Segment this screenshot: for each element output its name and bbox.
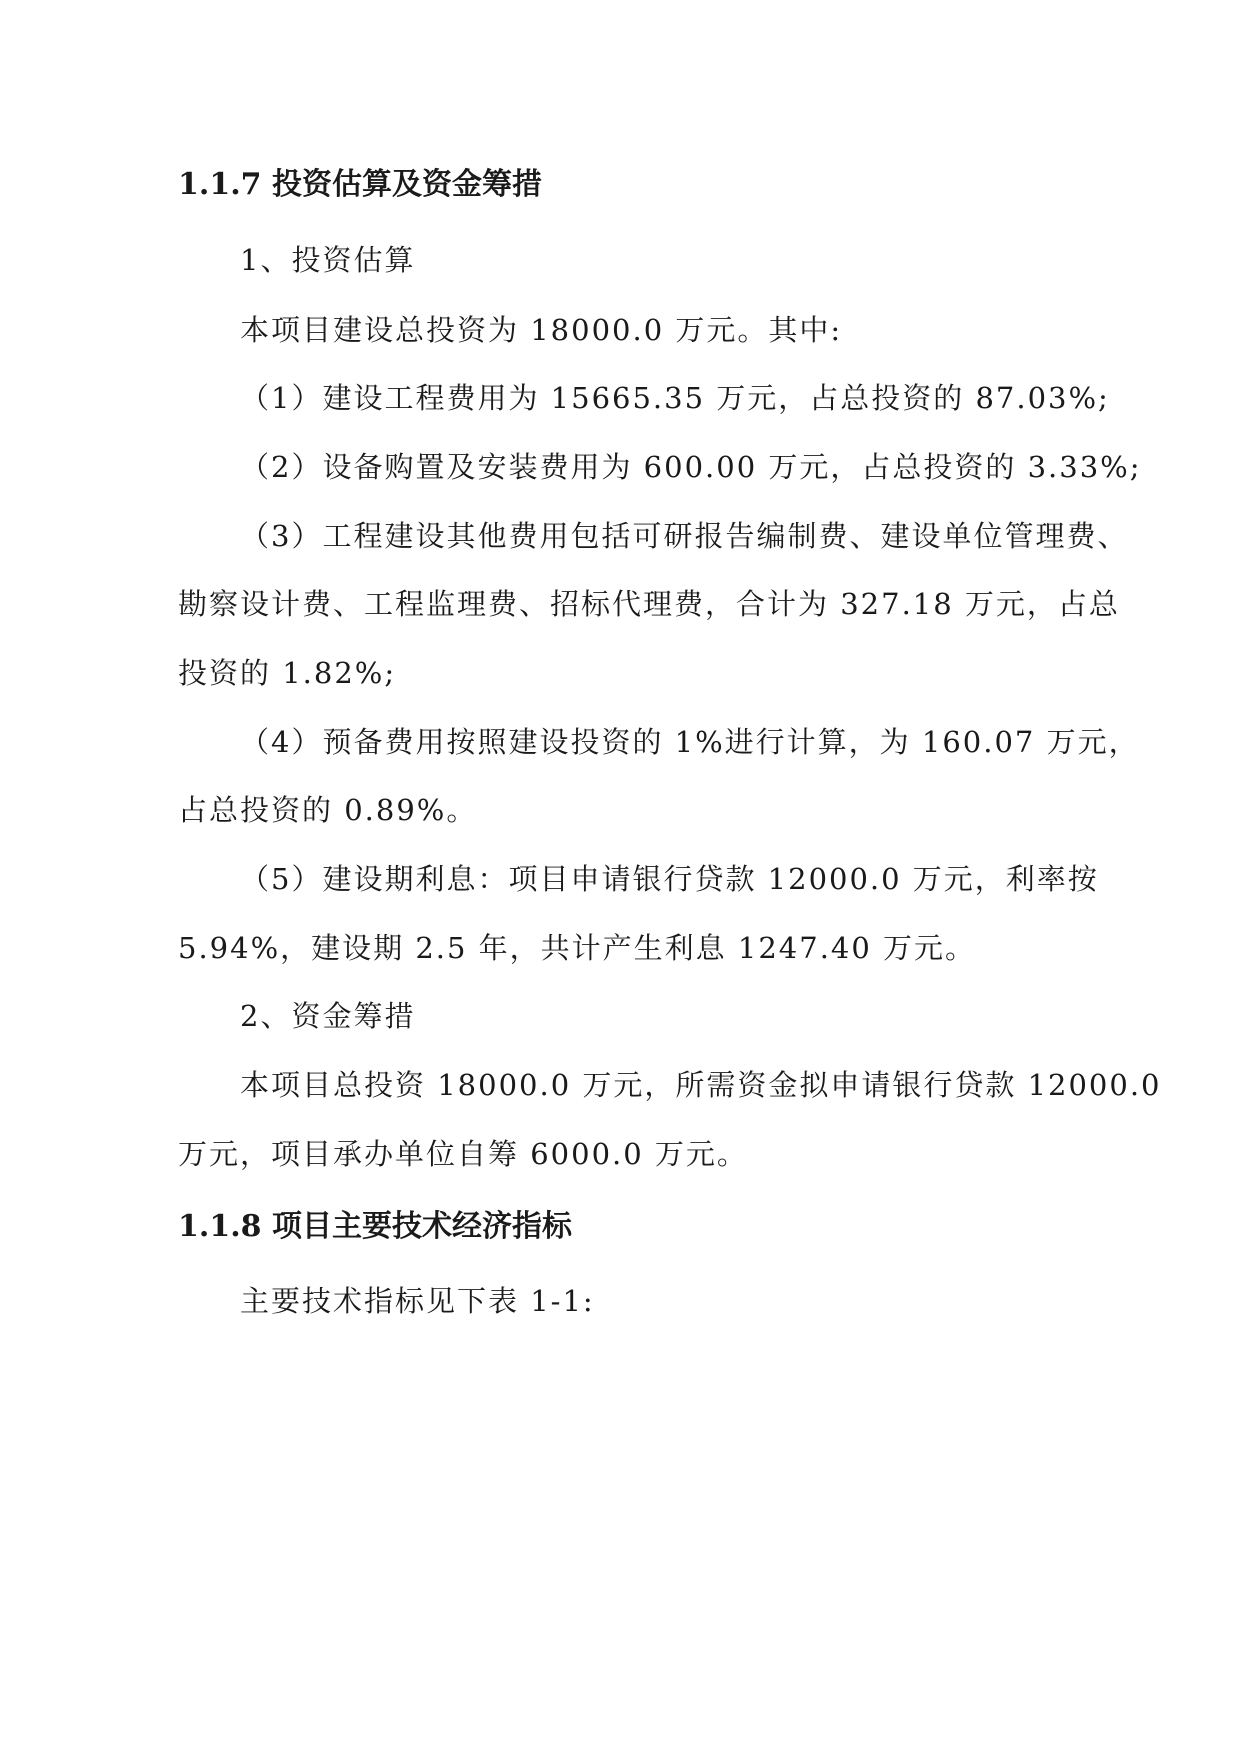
- paragraph-funding-line-1: 本项目总投资 18000.0 万元，所需资金拟申请银行贷款 12000.0: [240, 1068, 1162, 1102]
- subsection-title-fund-raising: 2、资金筹措: [240, 999, 416, 1033]
- list-item-interest-line-1: （5）建设期利息：项目申请银行贷款 12000.0 万元，利率按: [240, 862, 1099, 896]
- section-heading-1-1-8: 1.1.8 项目主要技术经济指标: [178, 1209, 572, 1244]
- paragraph-funding-line-2: 万元，项目承办单位自筹 6000.0 万元。: [178, 1137, 748, 1171]
- subsection-title-investment-estimate: 1、投资估算: [240, 243, 416, 277]
- list-item-construction-cost: （1）建设工程费用为 15665.35 万元，占总投资的 87.03%;: [240, 381, 1110, 415]
- list-item-equipment-cost: （2）设备购置及安装费用为 600.00 万元，占总投资的 3.33%;: [240, 450, 1142, 484]
- list-item-other-cost-line-3: 投资的 1.82%;: [178, 656, 397, 690]
- list-item-interest-line-2: 5.94%，建设期 2.5 年，共计产生利息 1247.40 万元。: [178, 931, 977, 965]
- section-heading-1-1-7: 1.1.7 投资估算及资金筹措: [178, 167, 542, 202]
- list-item-other-cost-line-2: 勘察设计费、工程监理费、招标代理费，合计为 327.18 万元，占总: [178, 587, 1120, 621]
- list-item-reserve-cost-line-1: （4）预备费用按照建设投资的 1%进行计算，为 160.07 万元，: [240, 725, 1140, 759]
- paragraph-total-investment: 本项目建设总投资为 18000.0 万元。其中:: [240, 313, 843, 347]
- list-item-reserve-cost-line-2: 占总投资的 0.89%。: [178, 793, 478, 827]
- paragraph-table-reference: 主要技术指标见下表 1-1:: [240, 1284, 595, 1318]
- list-item-other-cost-line-1: （3）工程建设其他费用包括可研报告编制费、建设单位管理费、: [240, 519, 1129, 553]
